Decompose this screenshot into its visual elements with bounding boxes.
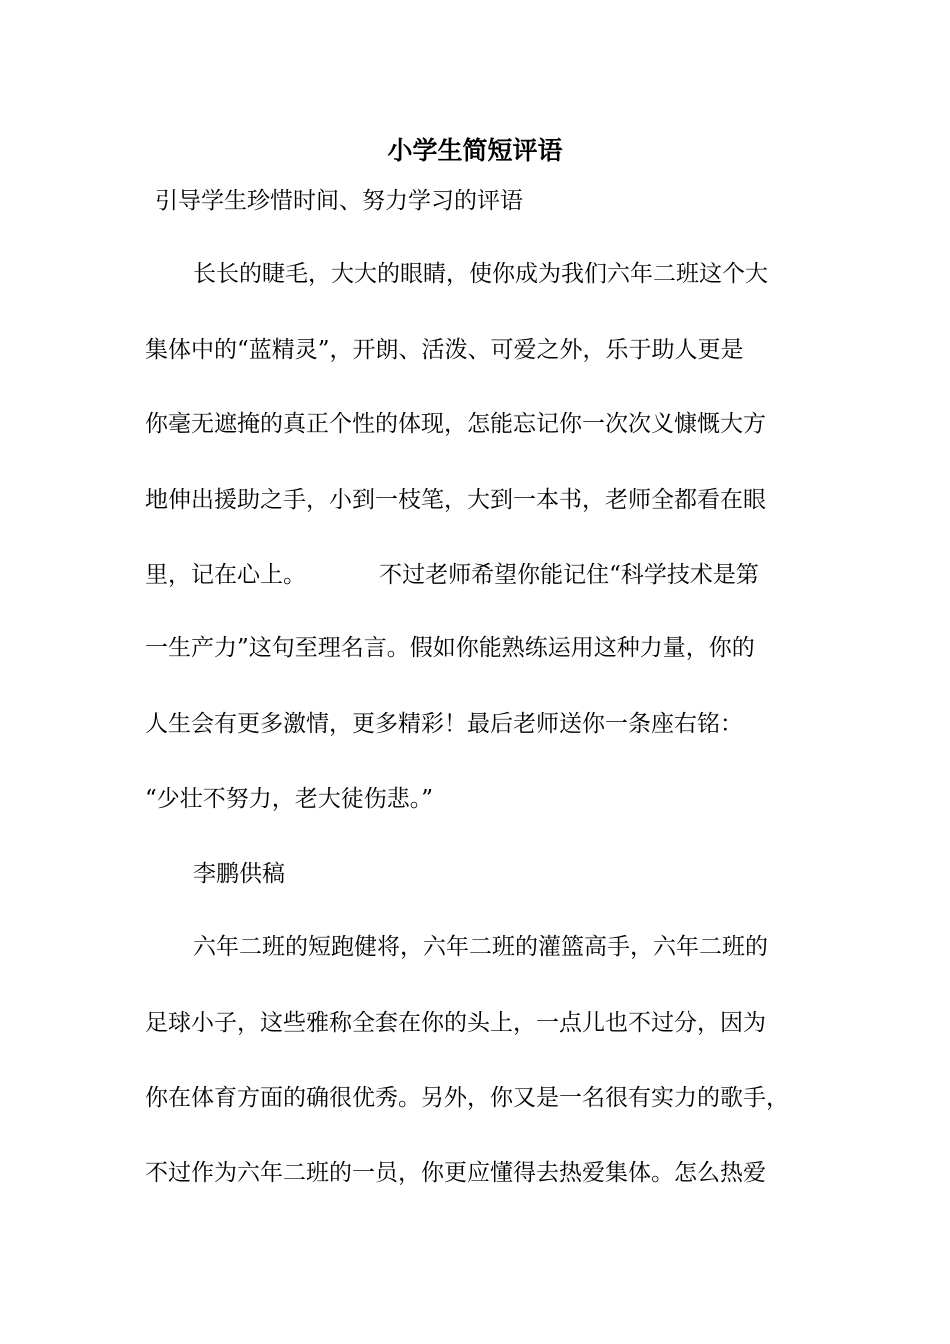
paragraph-line: 长长的睫毛，大大的眼睛，使你成为我们六年二班这个大	[193, 261, 768, 287]
paragraph-line: 不过作为六年二班的一员，你更应懂得去热爱集体。怎么热爱	[145, 1160, 766, 1186]
paragraph-line: 地伸出援助之手，小到一枝笔，大到一本书，老师全都看在眼	[145, 487, 766, 513]
paragraph-line: 六年二班的短跑健将，六年二班的灌篮高手，六年二班的	[193, 934, 768, 960]
paragraph-line: 人生会有更多激情，更多精彩！最后老师送你一条座右铭：	[145, 711, 743, 737]
paragraph-line: 足球小子，这些雅称全套在你的头上，一点儿也不过分，因为	[145, 1010, 766, 1036]
section-subtitle: 引导学生珍惜时间、努力学习的评语	[155, 188, 523, 214]
paragraph-line: 里，记在心上。 不过老师希望你能记住“科学技术是第	[145, 562, 759, 588]
paragraph-line: 你在体育方面的确很优秀。另外，你又是一名很有实力的歌手，	[145, 1085, 789, 1111]
paragraph-line: 你毫无遮掩的真正个性的体现，怎能忘记你一次次义慷慨大方	[145, 411, 766, 437]
page-title: 小学生简短评语	[387, 136, 563, 165]
paragraph-line: “少壮不努力，老大徒伤悲。”	[145, 786, 434, 812]
author-credit: 李鹏供稿	[193, 861, 285, 887]
paragraph-line: 一生产力”这句至理名言。假如你能熟练运用这种力量，你的	[145, 635, 755, 661]
paragraph-line: 集体中的“蓝精灵”，开朗、活泼、可爱之外，乐于助人更是	[145, 337, 744, 363]
